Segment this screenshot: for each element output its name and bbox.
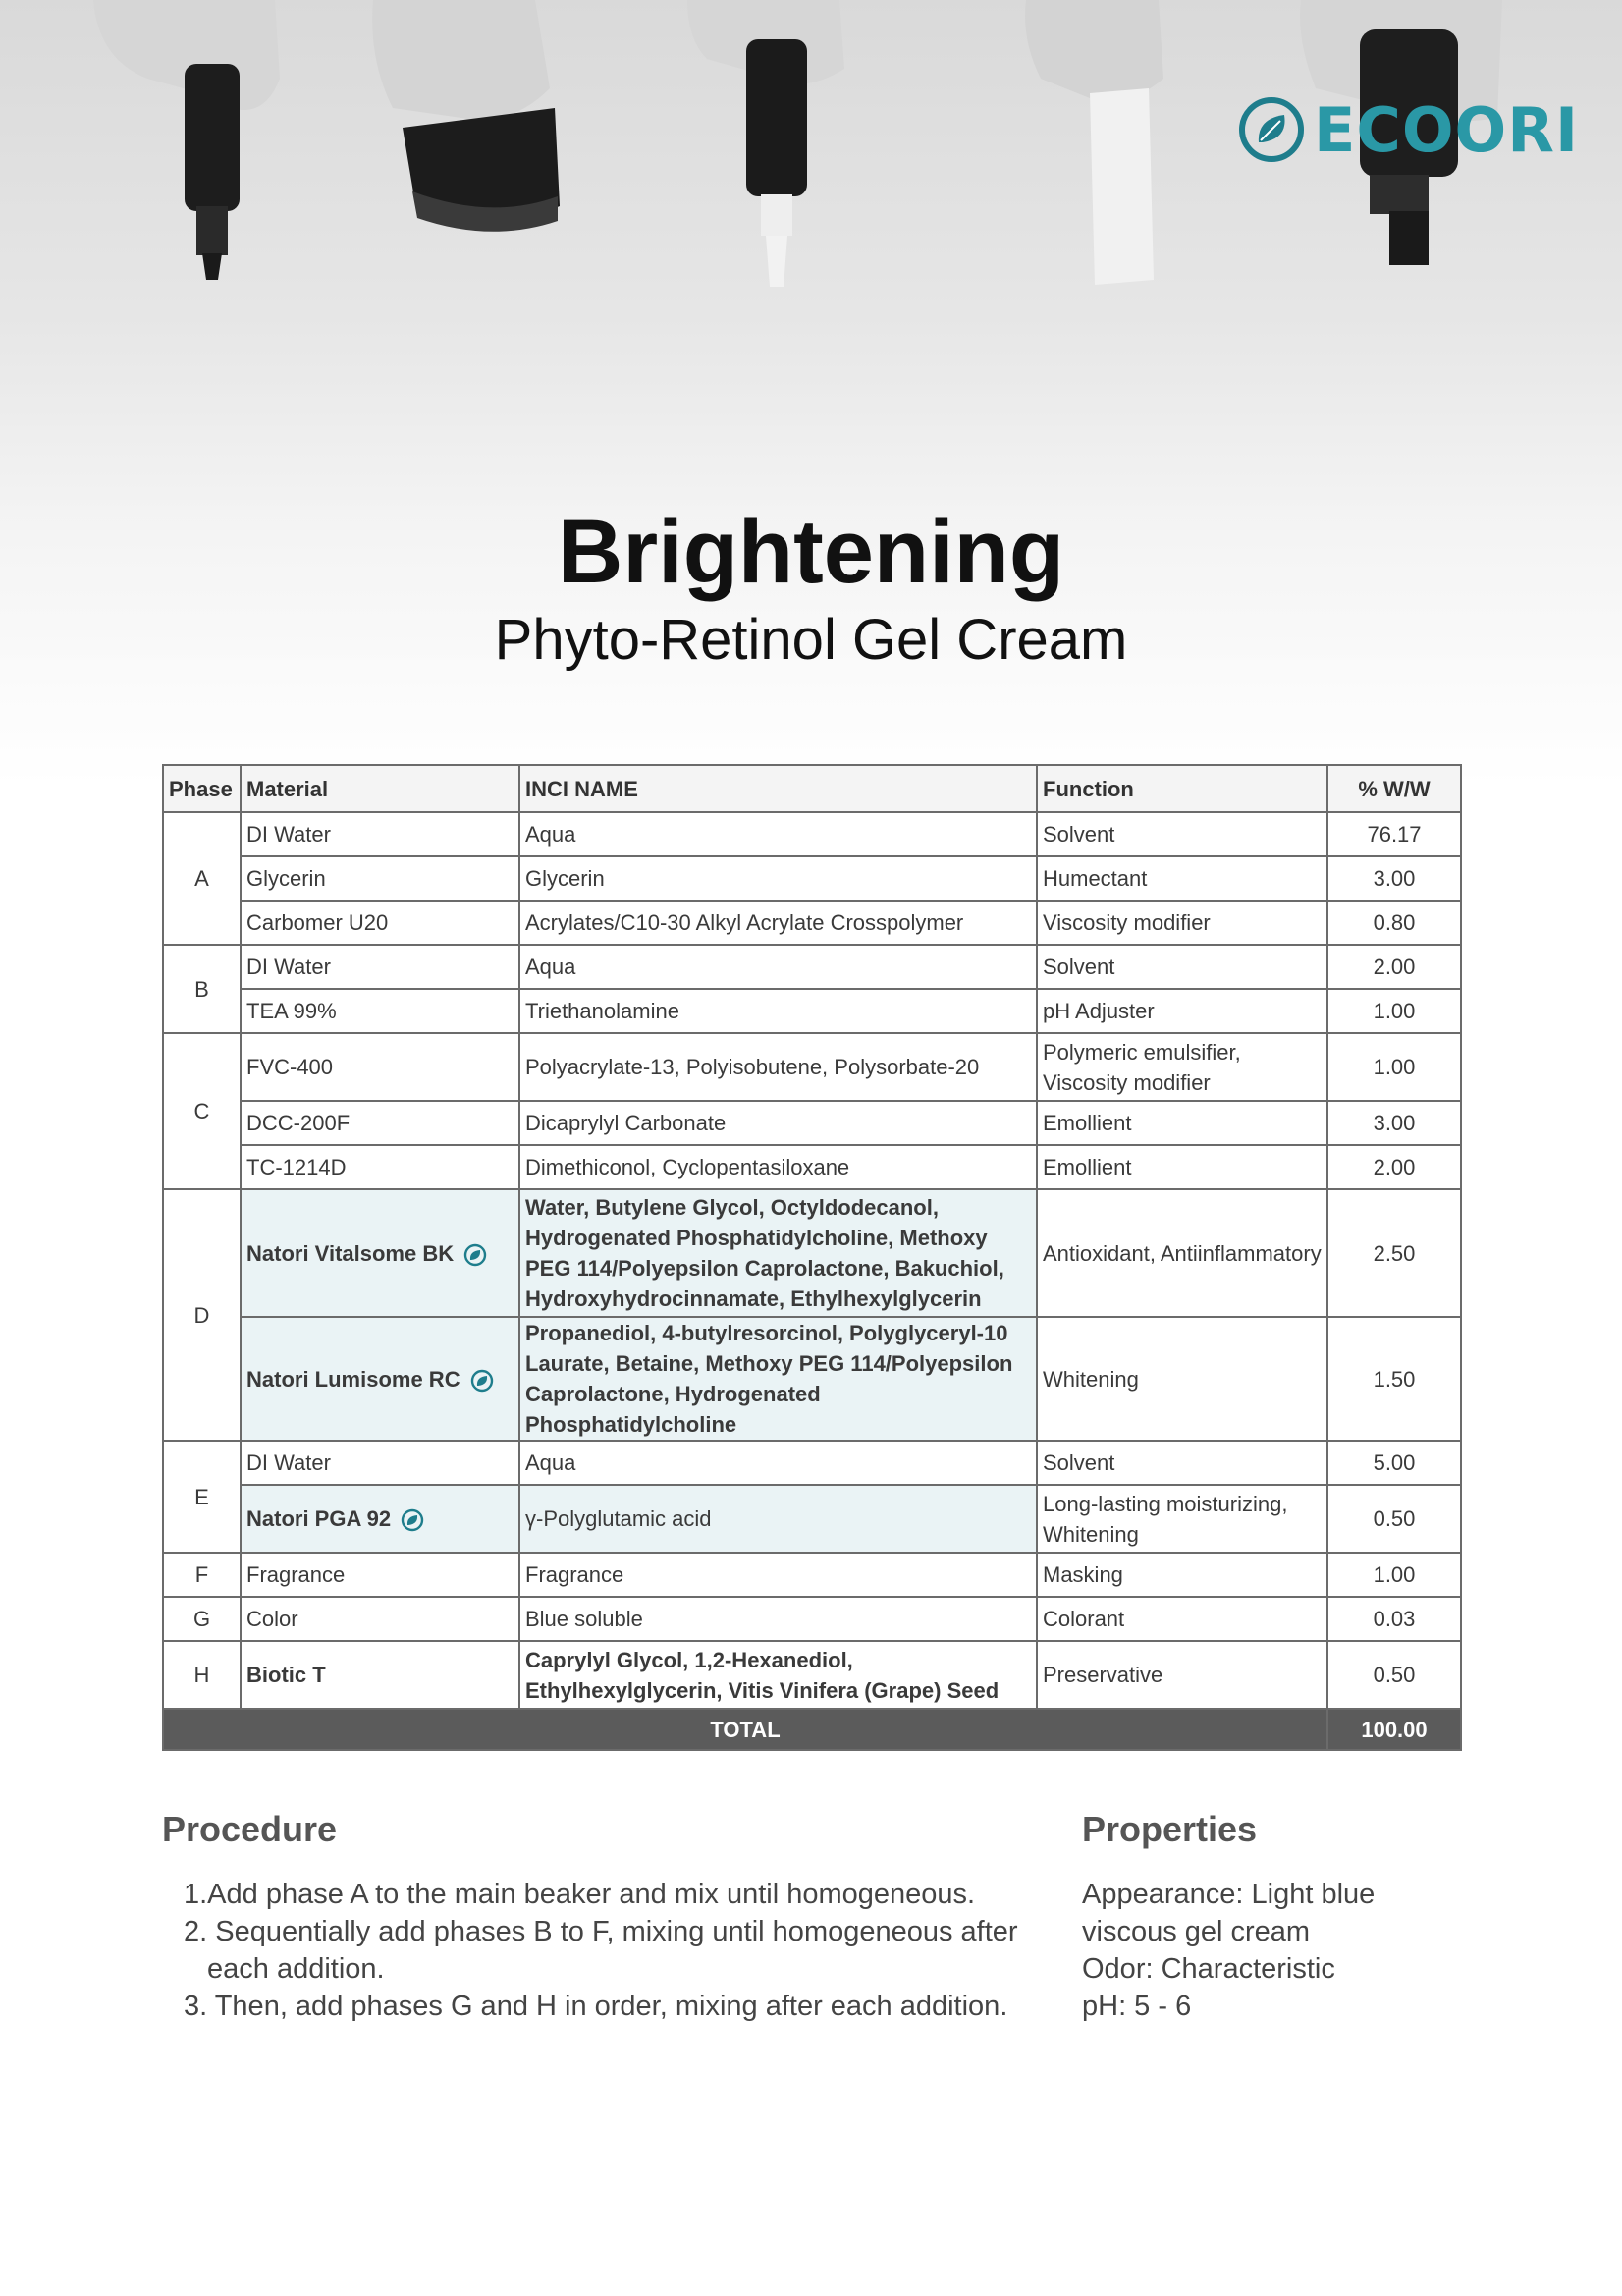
total-value: 100.00	[1327, 1709, 1461, 1750]
ww-cell: 0.50	[1327, 1485, 1461, 1553]
table-row	[163, 1441, 1461, 1485]
material-label: Natori Vitalsome BK	[246, 1240, 455, 1266]
function-cell: Humectant	[1037, 856, 1327, 901]
ww-cell: 0.50	[1327, 1641, 1461, 1709]
table-row	[163, 1189, 1461, 1317]
inci-cell: Dicaprylyl Carbonate	[519, 1101, 1037, 1145]
inci-cell: Dimethiconol, Cyclopentasiloxane	[519, 1145, 1037, 1189]
function-cell: Emollient	[1037, 1101, 1327, 1145]
hero-banner	[0, 0, 1622, 786]
function-cell: Solvent	[1037, 945, 1327, 989]
material-cell	[241, 1485, 519, 1553]
ww-cell: 1.00	[1327, 1033, 1461, 1101]
total-row	[163, 1709, 1461, 1750]
material-cell: DI Water	[241, 945, 519, 989]
function-cell: Colorant	[1037, 1597, 1327, 1641]
material-cell: Biotic T	[241, 1641, 519, 1709]
phase-cell: F	[163, 1553, 241, 1597]
function-cell: Preservative	[1037, 1641, 1327, 1709]
leaf-circle-icon	[470, 1369, 494, 1393]
procedure-step: 1.Add phase A to the main beaker and mix until homogeneous.	[184, 1879, 976, 1910]
ww-cell: 2.00	[1327, 945, 1461, 989]
formula-table	[162, 764, 1462, 1751]
ww-cell: 0.03	[1327, 1597, 1461, 1641]
page-title: Brightening	[557, 502, 1065, 602]
ww-cell: 3.00	[1327, 856, 1461, 901]
phase-cell: G	[163, 1597, 241, 1641]
table-row	[163, 856, 1461, 901]
material-cell: FVC-400	[241, 1033, 519, 1101]
phase-cell: D	[163, 1189, 241, 1441]
properties-list	[1082, 1876, 1475, 2025]
table-row	[163, 1485, 1461, 1553]
table-row	[163, 1101, 1461, 1145]
inci-cell: Glycerin	[519, 856, 1037, 901]
table-row	[163, 812, 1461, 856]
phase-cell: H	[163, 1641, 241, 1709]
leaf-circle-icon	[463, 1243, 487, 1267]
inci-cell: Triethanolamine	[519, 989, 1037, 1033]
function-cell: Emollient	[1037, 1145, 1327, 1189]
ww-cell: 5.00	[1327, 1441, 1461, 1485]
hand-jar	[372, 0, 560, 232]
hand-dropper-bottle-2	[687, 0, 844, 287]
table-header-row	[163, 765, 1461, 812]
inci-cell: Acrylates/C10-30 Alkyl Acrylate Crosspolymer	[519, 901, 1037, 945]
material-label: Natori Lumisome RC	[246, 1366, 460, 1392]
inci-cell: Fragrance	[519, 1553, 1037, 1597]
procedure-step: 2. Sequentially add phases B to F, mixing until homogeneous after each addition.	[184, 1916, 1018, 1985]
ww-cell: 0.80	[1327, 901, 1461, 945]
material-cell: DI Water	[241, 812, 519, 856]
table-row	[163, 1597, 1461, 1641]
function-cell: Viscosity modifier	[1037, 901, 1327, 945]
header-phase: Phase	[163, 765, 241, 812]
inci-cell: Aqua	[519, 812, 1037, 856]
material-cell: Color	[241, 1597, 519, 1641]
ww-cell: 76.17	[1327, 812, 1461, 856]
property-appearance: Appearance: Light blue viscous gel cream	[1082, 1879, 1376, 1947]
function-cell: Long-lasting moisturizing, Whitening	[1037, 1485, 1327, 1553]
page-subtitle: Phyto-Retinol Gel Cream	[494, 608, 1128, 672]
function-cell: Polymeric emulsifier, Viscosity modifier	[1037, 1033, 1327, 1101]
leaf-circle-icon	[401, 1508, 424, 1532]
inci-cell: Caprylyl Glycol, 1,2-Hexanediol, Ethylhexylglycerin, Vitis Vinifera (Grape) Seed	[519, 1641, 1037, 1709]
ww-cell: 2.00	[1327, 1145, 1461, 1189]
phase-cell: B	[163, 945, 241, 1033]
function-cell: Solvent	[1037, 1441, 1327, 1485]
table-row	[163, 901, 1461, 945]
material-cell	[241, 1317, 519, 1441]
inci-cell: Water, Butylene Glycol, Octyldodecanol, Hydrogenated Phosphatidylcholine, Methoxy PEG 114/Polyepsilon Caprolactone, Bakuchiol, Hydroxyhydrocinnamate, Ethylhexylglycerin	[519, 1189, 1037, 1317]
procedure-steps	[184, 1876, 1028, 2025]
ww-cell: 3.00	[1327, 1101, 1461, 1145]
ww-cell: 1.00	[1327, 1553, 1461, 1597]
property-ph: pH: 5 - 6	[1082, 1991, 1192, 2022]
function-cell: pH Adjuster	[1037, 989, 1327, 1033]
phase-cell: E	[163, 1441, 241, 1553]
table-row	[163, 1553, 1461, 1597]
material-cell: DCC-200F	[241, 1101, 519, 1145]
procedure-title: Procedure	[162, 1809, 338, 1849]
ww-cell: 1.50	[1327, 1317, 1461, 1441]
function-cell: Masking	[1037, 1553, 1327, 1597]
header-ww: % W/W	[1327, 765, 1461, 812]
table-row	[163, 989, 1461, 1033]
material-cell: Fragrance	[241, 1553, 519, 1597]
function-cell: Antioxidant, Antiinflammatory	[1037, 1189, 1327, 1317]
table-row	[163, 1033, 1461, 1101]
inci-cell: Blue soluble	[519, 1597, 1037, 1641]
header-function: Function	[1037, 765, 1327, 812]
function-cell: Solvent	[1037, 812, 1327, 856]
ecoori-logo	[1239, 90, 1579, 169]
material-cell: DI Water	[241, 1441, 519, 1485]
header-material: Material	[241, 765, 519, 812]
inci-cell: Polyacrylate-13, Polyisobutene, Polysorbate-20	[519, 1033, 1037, 1101]
material-cell: Carbomer U20	[241, 901, 519, 945]
material-cell: Glycerin	[241, 856, 519, 901]
material-label: Natori PGA 92	[246, 1506, 392, 1531]
material-cell	[241, 1189, 519, 1317]
table-row	[163, 1145, 1461, 1189]
procedure-step: 3. Then, add phases G and H in order, mixing after each addition.	[184, 1991, 1008, 2022]
material-cell: TC-1214D	[241, 1145, 519, 1189]
hand-dropper-bottle-1	[93, 0, 280, 280]
inci-cell: γ-Polyglutamic acid	[519, 1485, 1037, 1553]
logo-text: ECOORI	[1314, 93, 1580, 166]
ww-cell: 2.50	[1327, 1189, 1461, 1317]
material-cell: TEA 99%	[241, 989, 519, 1033]
inci-cell: Propanediol, 4-butylresorcinol, Polyglyceryl-10 Laurate, Betaine, Methoxy PEG 114/Polyepsilon Caprolactone, Hydrogenated Phosphatidylcholine	[519, 1317, 1037, 1441]
function-cell: Whitening	[1037, 1317, 1327, 1441]
table-row	[163, 1641, 1461, 1709]
table-row	[163, 1317, 1461, 1441]
leaf-circle-icon	[1239, 97, 1304, 162]
total-label: TOTAL	[163, 1709, 1327, 1750]
inci-cell: Aqua	[519, 1441, 1037, 1485]
ww-cell: 1.00	[1327, 989, 1461, 1033]
properties-title: Properties	[1082, 1809, 1258, 1849]
phase-cell: C	[163, 1033, 241, 1189]
hand-tube	[1025, 0, 1163, 285]
inci-cell: Aqua	[519, 945, 1037, 989]
property-odor: Odor: Characteristic	[1082, 1953, 1335, 1985]
phase-cell: A	[163, 812, 241, 945]
header-inci-name: INCI NAME	[519, 765, 1037, 812]
table-row	[163, 945, 1461, 989]
